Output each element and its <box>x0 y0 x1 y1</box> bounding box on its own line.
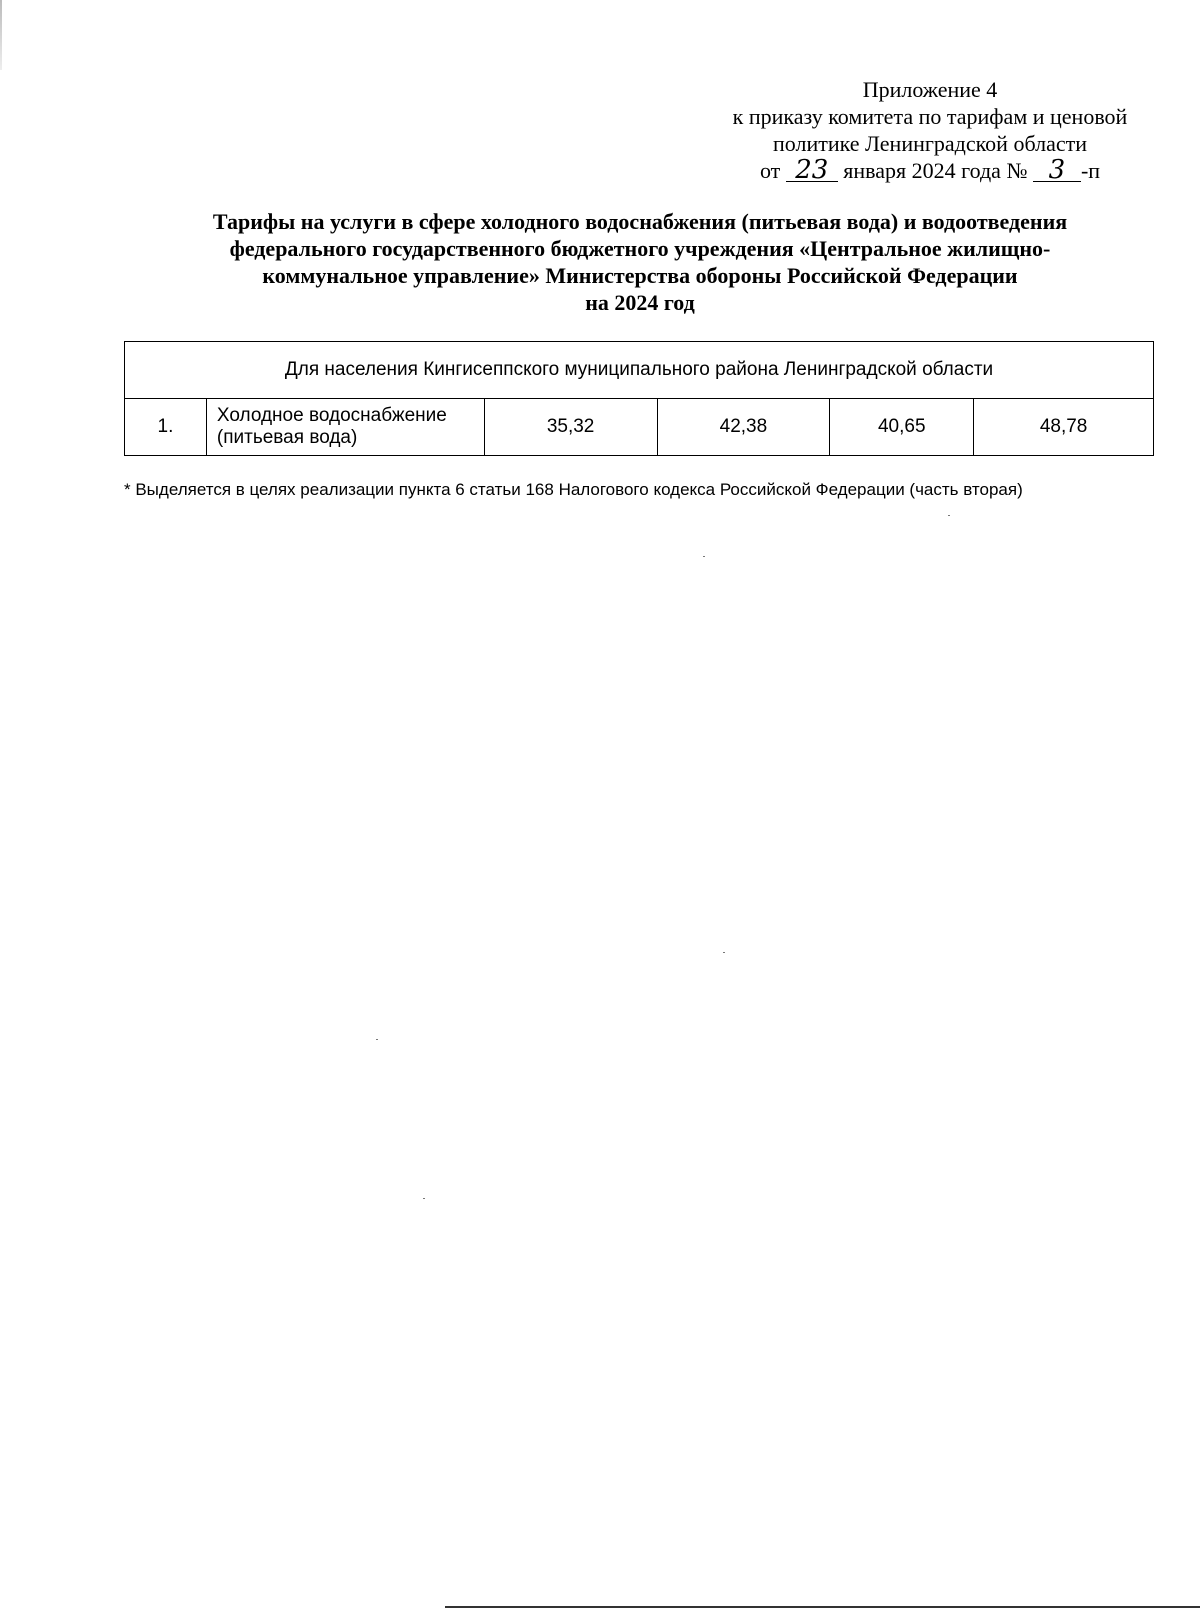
scan-speck <box>723 952 725 953</box>
table-row <box>125 399 1154 456</box>
service-name-line-2: (питьевая вода) <box>216 427 358 448</box>
table-section-row <box>125 342 1154 399</box>
title-line-2: федерального государственного бюджетного учреждения «Центральное жилищно- <box>229 236 1051 261</box>
document-title <box>120 208 1160 316</box>
row-number: 1. <box>125 399 207 456</box>
service-name <box>206 399 484 456</box>
tariff-value-2: 42,38 <box>657 399 830 456</box>
annex-title: Приложение 4 <box>862 77 998 102</box>
scan-speck <box>376 1039 378 1040</box>
annex-authority-line: политике Ленинградской области <box>772 131 1087 156</box>
scan-bottom-edge <box>445 1606 1200 1608</box>
annex-header <box>680 76 1180 184</box>
tariff-value-1: 35,32 <box>484 399 657 456</box>
order-suffix: -п <box>1080 158 1101 183</box>
annex-reference-line: к приказу комитета по тарифам и ценовой <box>732 104 1128 129</box>
title-line-3: коммунальное управление» Министерства обороны Российской Федерации <box>262 263 1018 288</box>
scan-speck <box>703 556 705 557</box>
title-line-1: Тарифы на услуги в сфере холодного водоснабжения (питьевая вода) и водоотведения <box>212 209 1068 234</box>
service-name-line-1: Холодное водоснабжение <box>216 405 447 426</box>
section-header: Для населения Кингисеппского муниципального района Ленинградской области <box>125 342 1154 399</box>
handwritten-order-number: 3 <box>1033 159 1081 182</box>
tariff-value-3: 40,65 <box>830 399 974 456</box>
annex-date-line <box>680 157 1180 184</box>
footnote: * Выделяется в целях реализации пункта 6 статьи 168 Налогового кодекса Российской Федерации (часть вторая) <box>124 480 1023 499</box>
date-middle: января 2024 года № <box>843 158 1028 183</box>
handwritten-day: 23 <box>786 159 838 182</box>
tariff-value-4: 48,78 <box>974 399 1154 456</box>
title-line-4: на 2024 год <box>585 290 695 315</box>
scan-speck <box>423 1198 425 1199</box>
scan-edge <box>0 0 2 70</box>
date-prefix: от <box>759 158 781 183</box>
scan-speck <box>948 515 950 516</box>
tariff-table <box>124 341 1154 456</box>
